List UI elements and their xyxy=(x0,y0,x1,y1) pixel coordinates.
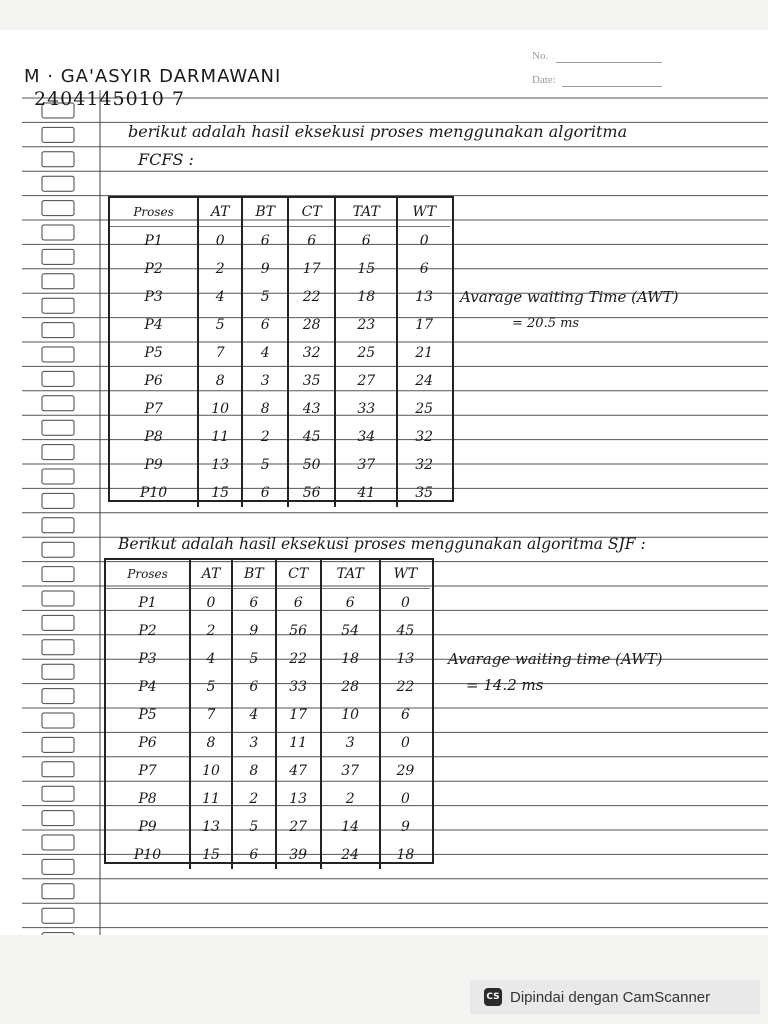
sjf-intro: Berikut adalah hasil eksekusi proses menggunakan algoritma SJF : xyxy=(118,535,646,553)
fcfs-header-cell: TAT xyxy=(335,198,397,227)
table-row xyxy=(106,673,430,701)
table-cell: 27 xyxy=(276,813,321,841)
fcfs-header-cell: BT xyxy=(242,198,288,227)
table-row xyxy=(106,617,430,645)
checkbox-square xyxy=(42,567,74,582)
table-cell: 11 xyxy=(190,785,232,813)
table-cell: 17 xyxy=(288,255,335,283)
table-cell: 5 xyxy=(242,283,288,311)
table-cell: 28 xyxy=(288,311,335,339)
table-cell: 9 xyxy=(242,255,288,283)
table-cell: 10 xyxy=(190,757,232,785)
table-cell: P9 xyxy=(106,813,190,841)
fcfs-intro-line2: FCFS : xyxy=(138,150,194,169)
checkbox-square xyxy=(42,737,74,752)
table-row xyxy=(106,701,430,729)
table-row xyxy=(110,339,450,367)
checkbox-square xyxy=(42,323,74,338)
table-cell: 41 xyxy=(335,479,397,507)
table-cell: 0 xyxy=(198,227,242,256)
checkbox-square xyxy=(42,689,74,704)
checkbox-square xyxy=(42,859,74,874)
checkbox-square xyxy=(42,615,74,630)
fcfs-intro-line1: berikut adalah hasil eksekusi proses menggunakan algoritma xyxy=(128,122,628,141)
sjf-header-cell: AT xyxy=(190,560,232,589)
sjf-awt-label: Avarage waiting time (AWT) xyxy=(448,650,663,668)
checkbox-square xyxy=(42,201,74,216)
table-cell: 14 xyxy=(321,813,380,841)
fcfs-table xyxy=(110,198,450,507)
table-cell: 18 xyxy=(335,283,397,311)
table-cell: 4 xyxy=(232,701,276,729)
table-cell: 3 xyxy=(232,729,276,757)
table-cell: 24 xyxy=(415,373,434,389)
table-cell: 17 xyxy=(415,317,434,333)
table-cell: 13 xyxy=(190,813,232,841)
table-cell: 33 xyxy=(335,395,397,423)
table-cell: 6 xyxy=(232,673,276,701)
table-cell: 2 xyxy=(321,785,380,813)
table-cell: 7 xyxy=(198,339,242,367)
checkbox-square xyxy=(42,591,74,606)
table-cell: P1 xyxy=(106,589,190,618)
table-row xyxy=(110,423,450,451)
table-cell: 3 xyxy=(321,729,380,757)
checkbox-square xyxy=(42,713,74,728)
table-cell: P8 xyxy=(110,423,198,451)
sjf-header-row xyxy=(106,560,430,589)
table-cell: 56 xyxy=(288,479,335,507)
checkbox-square xyxy=(42,396,74,411)
checkbox-square xyxy=(42,762,74,777)
camscanner-icon: CS xyxy=(484,988,502,1006)
table-cell: 34 xyxy=(335,423,397,451)
table-cell: P9 xyxy=(110,451,198,479)
sjf-header-cell: TAT xyxy=(321,560,380,589)
table-cell: P4 xyxy=(106,673,190,701)
table-cell: 10 xyxy=(321,701,380,729)
table-cell: 8 xyxy=(242,395,288,423)
table-cell: 15 xyxy=(335,255,397,283)
table-row xyxy=(110,255,450,283)
table-cell: P2 xyxy=(106,617,190,645)
table-cell: 39 xyxy=(276,841,321,869)
checkbox-square xyxy=(42,249,74,264)
table-cell: 6 xyxy=(276,589,321,618)
table-cell: P10 xyxy=(110,479,198,507)
checkbox-square xyxy=(42,835,74,850)
table-cell: 24 xyxy=(321,841,380,869)
table-row xyxy=(110,395,450,423)
table-cell: 22 xyxy=(288,283,335,311)
table-cell: 23 xyxy=(335,311,397,339)
table-row xyxy=(110,451,450,479)
date-label: Date: xyxy=(532,74,556,86)
table-cell: 32 xyxy=(415,429,434,445)
notebook-page xyxy=(0,30,768,935)
table-cell: 5 xyxy=(232,813,276,841)
table-cell: 35 xyxy=(415,485,434,501)
sjf-awt-value: = 14.2 ms xyxy=(466,676,544,694)
table-cell: P8 xyxy=(106,785,190,813)
sjf-header-cell: CT xyxy=(276,560,321,589)
checkbox-square xyxy=(42,908,74,923)
table-cell: 2 xyxy=(242,423,288,451)
table-cell: P3 xyxy=(106,645,190,673)
table-cell: P2 xyxy=(110,255,198,283)
checkbox-square xyxy=(42,542,74,557)
no-line xyxy=(556,62,662,63)
table-cell: P6 xyxy=(110,367,198,395)
table-cell: 13 xyxy=(198,451,242,479)
sjf-header-cell: Proses xyxy=(106,560,190,589)
table-cell: 37 xyxy=(321,757,380,785)
checkbox-square xyxy=(42,518,74,533)
table-row xyxy=(106,645,430,673)
table-cell: 6 xyxy=(419,261,429,277)
table-cell: P5 xyxy=(106,701,190,729)
sjf-table xyxy=(106,560,430,869)
fcfs-header-cell: WT xyxy=(397,198,450,227)
checkbox-square xyxy=(42,884,74,899)
table-cell: 18 xyxy=(396,847,415,863)
student-name: M · GA'ASYIR DARMAWANI xyxy=(24,66,282,87)
checkbox-square xyxy=(42,933,74,935)
table-cell: 6 xyxy=(242,227,288,256)
table-cell: 47 xyxy=(276,757,321,785)
table-cell: 21 xyxy=(415,345,434,361)
table-cell: 0 xyxy=(419,233,429,249)
sjf-header-cell: BT xyxy=(232,560,276,589)
table-row xyxy=(106,785,430,813)
table-cell: 8 xyxy=(232,757,276,785)
no-label: No. xyxy=(532,50,549,62)
table-cell: 5 xyxy=(242,451,288,479)
table-cell: P7 xyxy=(106,757,190,785)
checkbox-square xyxy=(42,298,74,313)
table-cell: 2 xyxy=(198,255,242,283)
table-cell: 45 xyxy=(288,423,335,451)
table-cell: 6 xyxy=(288,227,335,256)
table-cell: 7 xyxy=(190,701,232,729)
table-cell: 13 xyxy=(276,785,321,813)
table-cell: 11 xyxy=(276,729,321,757)
table-cell: 43 xyxy=(288,395,335,423)
table-cell: 56 xyxy=(276,617,321,645)
table-row xyxy=(106,757,430,785)
table-cell: 29 xyxy=(396,763,415,779)
fcfs-header-cell: AT xyxy=(198,198,242,227)
table-row xyxy=(110,227,450,256)
checkbox-square xyxy=(42,469,74,484)
table-cell: 45 xyxy=(396,623,415,639)
table-cell: 8 xyxy=(190,729,232,757)
checkbox-square xyxy=(42,371,74,386)
fcfs-header-row xyxy=(110,198,450,227)
table-cell: 2 xyxy=(190,617,232,645)
table-cell: 54 xyxy=(321,617,380,645)
checkbox-square xyxy=(42,274,74,289)
table-cell: P6 xyxy=(106,729,190,757)
date-line xyxy=(562,86,662,87)
table-row xyxy=(106,589,430,618)
table-cell: 6 xyxy=(400,707,410,723)
table-row xyxy=(110,283,450,311)
checkbox-square xyxy=(42,786,74,801)
table-cell: 5 xyxy=(198,311,242,339)
table-row xyxy=(110,367,450,395)
table-cell: 11 xyxy=(198,423,242,451)
table-cell: 4 xyxy=(198,283,242,311)
checkbox-square xyxy=(42,445,74,460)
table-cell: 0 xyxy=(190,589,232,618)
table-cell: 0 xyxy=(400,735,410,751)
table-cell: P1 xyxy=(110,227,198,256)
table-cell: 15 xyxy=(190,841,232,869)
table-cell: 37 xyxy=(335,451,397,479)
table-cell: 6 xyxy=(242,311,288,339)
table-cell: 10 xyxy=(198,395,242,423)
table-cell: 6 xyxy=(232,589,276,618)
table-row xyxy=(110,479,450,507)
fcfs-header-cell: CT xyxy=(288,198,335,227)
table-cell: 35 xyxy=(288,367,335,395)
checkbox-square xyxy=(42,420,74,435)
table-cell: 32 xyxy=(288,339,335,367)
table-cell: 3 xyxy=(242,367,288,395)
scanner-text: Dipindai dengan CamScanner xyxy=(510,988,711,1006)
checkbox-square xyxy=(42,127,74,142)
checkbox-square xyxy=(42,347,74,362)
fcfs-header-cell: Proses xyxy=(110,198,198,227)
table-cell: 4 xyxy=(190,645,232,673)
table-cell: 22 xyxy=(396,679,415,695)
table-cell: 6 xyxy=(335,227,397,256)
table-row xyxy=(106,729,430,757)
table-cell: 33 xyxy=(276,673,321,701)
scanner-watermark xyxy=(470,980,760,1014)
table-cell: 2 xyxy=(232,785,276,813)
fcfs-awt-label: Avarage waiting Time (AWT) xyxy=(460,288,679,306)
table-cell: 25 xyxy=(335,339,397,367)
table-cell: 22 xyxy=(276,645,321,673)
checkbox-square xyxy=(42,225,74,240)
table-cell: 18 xyxy=(321,645,380,673)
table-cell: 5 xyxy=(190,673,232,701)
checkbox-square xyxy=(42,493,74,508)
table-cell: 50 xyxy=(288,451,335,479)
student-id: 2404145010 7 xyxy=(34,88,186,110)
table-cell: 15 xyxy=(198,479,242,507)
sjf-header-cell: WT xyxy=(380,560,430,589)
checkbox-square xyxy=(42,152,74,167)
table-cell: 13 xyxy=(396,651,415,667)
table-cell: 6 xyxy=(232,841,276,869)
table-cell: 13 xyxy=(415,289,434,305)
table-cell: P10 xyxy=(106,841,190,869)
table-cell: 25 xyxy=(415,401,434,417)
table-cell: 8 xyxy=(198,367,242,395)
table-cell: 6 xyxy=(242,479,288,507)
table-cell: 6 xyxy=(321,589,380,618)
table-cell: 17 xyxy=(276,701,321,729)
checkbox-square xyxy=(42,811,74,826)
table-cell: 5 xyxy=(232,645,276,673)
table-cell: P3 xyxy=(110,283,198,311)
table-cell: P4 xyxy=(110,311,198,339)
table-cell: P5 xyxy=(110,339,198,367)
table-row xyxy=(106,813,430,841)
table-cell: 9 xyxy=(232,617,276,645)
table-cell: 27 xyxy=(335,367,397,395)
table-cell: P7 xyxy=(110,395,198,423)
table-cell: 0 xyxy=(400,595,410,611)
table-row xyxy=(106,841,430,869)
table-cell: 32 xyxy=(415,457,434,473)
fcfs-awt-value: = 20.5 ms xyxy=(512,316,580,331)
table-cell: 28 xyxy=(321,673,380,701)
table-cell: 4 xyxy=(242,339,288,367)
checkbox-square xyxy=(42,664,74,679)
checkbox-square xyxy=(42,640,74,655)
table-cell: 9 xyxy=(400,819,410,835)
table-cell: 0 xyxy=(400,791,410,807)
checkbox-square xyxy=(42,176,74,191)
table-row xyxy=(110,311,450,339)
